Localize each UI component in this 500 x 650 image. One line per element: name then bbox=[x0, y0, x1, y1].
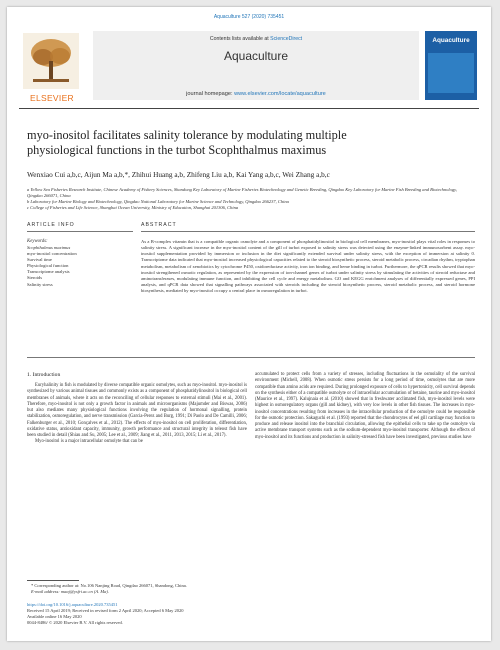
keyword-list bbox=[27, 245, 137, 288]
article-page bbox=[7, 7, 491, 641]
intro-paragraph-3: accumulated to protect cells from a variety of stresses, including fluctuations in the osmolality of the survival environment (Michell, 2008). When osmotic stress persists for a long period of time, osmolytes that are more compatible than amino acids are required. During prolonged exposure of cells to hypertonicity, cell survival depends on the synthesis either of a compatible osmolyte or of intracellular accumulation of betaine, taurine and myo-inositol (Maurice et al., 1997). Kalujnaia et al. (2010) showed that in freshwater acclimated fish, myo-inositol levels were highest in osmoregulatory organs (gill and kidney), with very low levels in other fish tissues. The increases in myo-inositol concentrations resulting from increases in the intracellular production of the osmolyte could be responsible for the osmotic protection. Sakaguchi et al. (1993) reported that the chondrocytes of eel gill cartilage may function to produce and release inositol into the branchial circulation, allowing the epithelial cells to take up the osmolyte via active membrane transport systems such as the sodium-dependent myo-inositol transporter. Although the effects of myo-inositol and its functions and production in salinity-stressed fish have been investigated, previous studies have bbox=[255, 372, 475, 440]
keyword-item: Transcriptome analysis bbox=[27, 269, 70, 275]
body-column-right bbox=[255, 372, 475, 441]
homepage-prefix: journal homepage: bbox=[186, 91, 233, 97]
affiliation-b: b Laboratory for Marine Biology and Biotechnology, Qingdao National Laboratory for Marine Science and Technology, Qingdao 266237, China bbox=[27, 199, 289, 205]
abstract-heading: ABSTRACT bbox=[141, 222, 177, 228]
footnote bbox=[27, 583, 327, 595]
keyword-item: Steroids bbox=[27, 275, 43, 281]
intro-paragraph-2: Myo-inositol is a major intracellular osmolyte that can be bbox=[35, 439, 143, 445]
body-column-left bbox=[27, 383, 247, 446]
doi-link[interactable]: https://doi.org/10.1016/j.aquaculture.2020.735451 bbox=[27, 602, 118, 607]
contents-line bbox=[93, 36, 419, 42]
abstract-text: As a B-complex vitamin that is a compatible organic osmolyte and a component of phosphatidylinositol in biological cell membranes, myo-inositol plays vital roles in responses to salinity stress. A significant increase in the myo-inositol content of the gill of turbot exposed to salinity stress was detected using the enzyme-linked immunosorbent assay. myo-inositol supplementation provided by immersion or inclusion in the diet significantly extended survival under salinity stress, with the exception of immersion at salinity 0. Transcriptome data indicated that myo-inositol increased physiological capacities related to the steroid biosynthetic process, steroid metabolic process, circadian rhythm, tryptophan metabolism, metabolism of xenobiotics by cytochrome P450, oxidoreductase activity, iron ion binding, and heme binding in turbot. Furthermore, the qPCR results showed that myo-inositol strengthened osmotic regulation, as represented by the expression of ion-channel genes of turbot under salinity stress by stimulating the activities of steroid reductase and aminotransferases, modulating immune function, and inhibiting the cell cycle and energy metabolism. GO and KEGG enrichment analyses of differentially expressed genes, PPI analysis, and qPCR data showed that signalling pathways associated with steroids including the steroid biosynthetic process, steroid metabolic process, and steroid hormone biosynthesis, mediated by myo-inositol occupy a central place in osmoregulation in turbot. bbox=[141, 239, 475, 294]
keywords-label: Keywords: bbox=[27, 239, 48, 244]
intro-paragraph-1: Euryhalinity in fish is modulated by diverse compatible organic osmolytes, such as myo-inositol. myo-inositol is synthesized by various animal tissues and commonly exists as a component of phosphatidylinositol in biological cell membranes of animals, where it acts on the reconciling of cellular responses to external stimuli (Mai et al., 2001). Therefore, myo-inositol is not only a growth factor in animals and microorganisms (Majumder and Biswas, 2006) but also mediates many physiological functions involving the regulation of hormonal signalling, protein stabilization, osmoregulation, and nerve transmission (Garcia-Perez and Burg, 1991; Di Paolo and De Camilli, 2006; Falkenburger et al., 2010; Gonçalves et al., 2012). The effects of myo-inositol on cell proliferation, differentiation, oxidative status, antioxidant capacity, immunity, growth performance and structural integrity in teleost fish have been studied in detail (Shiau and Su, 2005; Lee et al., 2009; Jiang et al., 2011, 2013, 2015; Li et al., 2017). bbox=[27, 383, 247, 438]
abstract-rule bbox=[141, 231, 475, 232]
journal-citation: Aquaculture 527 (2020) 735451 bbox=[213, 14, 285, 20]
email-address: E-mail address: maaj@ysfri.ac.cn (A. Ma). bbox=[31, 589, 109, 594]
article-info-heading: ARTICLE INFO bbox=[27, 222, 75, 228]
available-online: Available online 16 May 2020 bbox=[27, 614, 82, 619]
keyword-item: myo-inositol concentration bbox=[27, 251, 77, 257]
journal-title: Aquaculture bbox=[223, 49, 289, 63]
publication-info bbox=[27, 602, 327, 626]
affiliation-a: a Yellow Sea Fisheries Research Institute, Chinese Academy of Fishery Sciences, Shandong Key Laboratory of Marine Fisheries Biotechnology and Genetic Breeding, Qingdao Key Laboratory for Marine Fish Breeding and Biotechnology, Qingdao 266071, China bbox=[27, 187, 458, 199]
keyword-item: Survival time bbox=[27, 257, 52, 263]
elsevier-tree-logo bbox=[23, 33, 79, 89]
article-title bbox=[27, 128, 467, 158]
received-dates: Received 15 April 2019; Received in revised form 2 April 2020; Accepted 6 May 2020 bbox=[27, 608, 184, 613]
author-list: Wenxiao Cui a,b,c, Aijun Ma a,b,*, Zhihui Huang a,b, Zhifeng Liu a,b, Kai Yang a,b,c, Wei Zhang a,b,c bbox=[27, 170, 330, 179]
title-line-2: physiological functions in the turbot Scophthalmus maximus bbox=[27, 143, 327, 157]
footnote-rule bbox=[27, 580, 79, 581]
homepage-line bbox=[93, 91, 419, 97]
corresponding-author: * Corresponding author at: No.106 Nanjing Road, Qingdao 266071, Shandong, China. bbox=[31, 583, 187, 588]
title-line-1: myo-inositol facilitates salinity tolerance by modulating multiple bbox=[27, 128, 347, 142]
sciencedirect-link[interactable]: ScienceDirect bbox=[270, 36, 303, 42]
keyword-item: Salinity stress bbox=[27, 281, 53, 287]
introduction-heading: 1. Introduction bbox=[27, 372, 61, 378]
publisher-wordmark: ELSEVIER bbox=[30, 93, 74, 103]
copyright-line: 0044-8486/ © 2020 Elsevier B.V. All rights reserved. bbox=[27, 620, 123, 625]
journal-banner bbox=[93, 31, 419, 100]
journal-cover-thumbnail bbox=[425, 31, 477, 100]
affiliation-c: c College of Fisheries and Life Science, Shanghai Ocean University, Ministry of Education, Shanghai 201306, China bbox=[27, 205, 239, 211]
keyword-item: Scophthalmus maximus bbox=[27, 245, 71, 250]
header-rule bbox=[19, 108, 479, 109]
keyword-item: Physiological function bbox=[27, 263, 69, 269]
article-info-rule bbox=[27, 231, 133, 232]
affiliations bbox=[27, 187, 467, 211]
cover-image bbox=[428, 53, 474, 93]
cover-title: Aquaculture bbox=[432, 37, 470, 44]
contents-prefix: Contents lists available at bbox=[209, 36, 269, 42]
homepage-link[interactable]: www.elsevier.com/locate/aquaculture bbox=[234, 91, 326, 97]
abstract-bottom-rule bbox=[27, 357, 475, 358]
